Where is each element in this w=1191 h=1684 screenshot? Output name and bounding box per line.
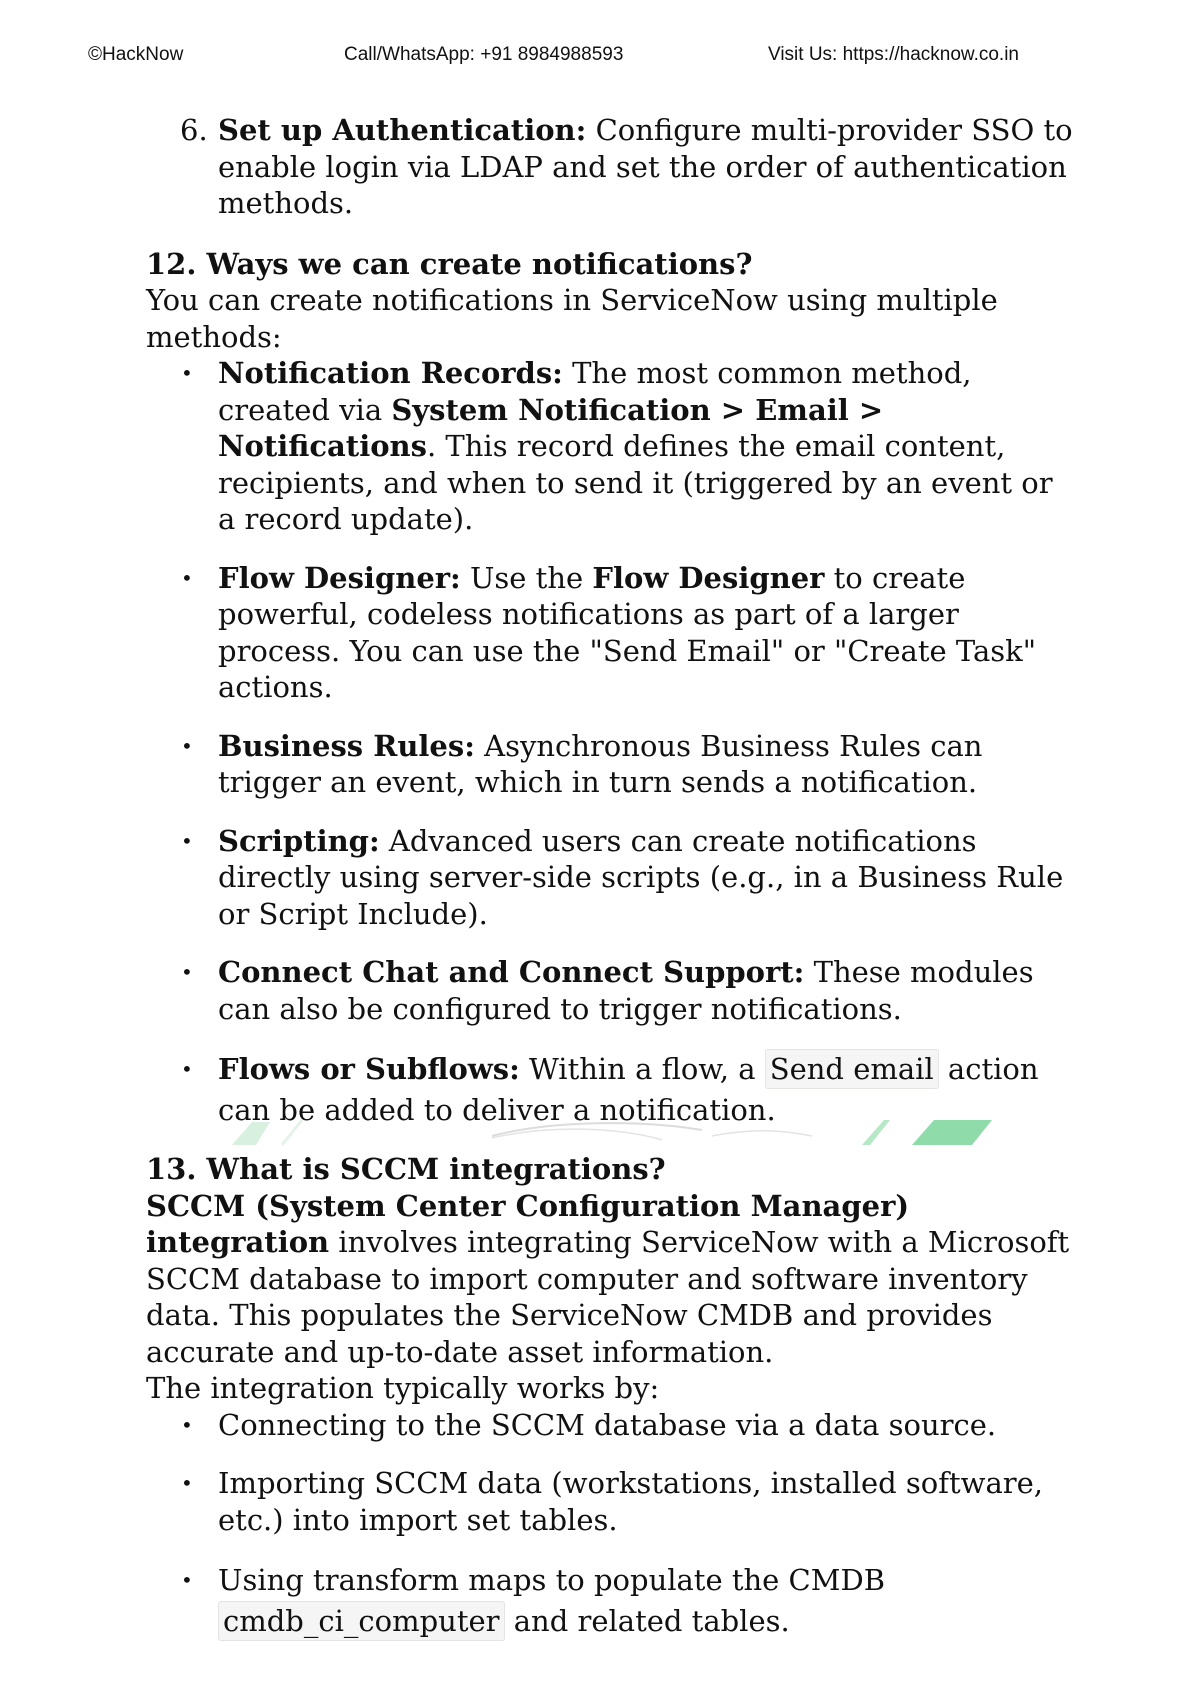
list-item-connecting: • Connecting to the SCCM database via a data source. bbox=[218, 1407, 1076, 1444]
step-6-number: 6. bbox=[180, 113, 208, 147]
list-item-notification-records: • Notification Records: The most common method, created via System Notification > Email > Notifications. This record defines the email content, recipients, and when to send it (triggered by an event or a record update). bbox=[218, 355, 1076, 538]
question-13-intro: The integration typically works by: bbox=[146, 1371, 660, 1405]
inline-code-cmdb-ci-computer: cmdb_ci_computer bbox=[218, 1601, 505, 1641]
step-6 bbox=[180, 112, 1076, 222]
list-item-flow-designer: • Flow Designer: Use the Flow Designer to create powerful, codeless notifications as part of a larger process. You can use the "Send Email" or "Create Task" actions. bbox=[218, 560, 1076, 706]
list-item-transform-maps: • Using transform maps to populate the CMDB cmdb_ci_computer and related tables. bbox=[218, 1560, 1076, 1642]
list-item-business-rules: • Business Rules: Asynchronous Business Rules can trigger an event, which in turn sends a notification. bbox=[218, 728, 1076, 801]
question-13-heading: 13. What is SCCM integrations? bbox=[146, 1152, 666, 1186]
step-6-text: Configure multi-provider SSO to enable login via LDAP and set the order of authentication methods. bbox=[218, 113, 1073, 220]
header-phone: Call/WhatsApp: +91 8984988593 bbox=[344, 44, 624, 65]
inline-code-send-email: Send email bbox=[765, 1049, 939, 1089]
header-brand: ©HackNow bbox=[88, 44, 184, 65]
sccm-steps-list bbox=[146, 1407, 1076, 1643]
list-item-scripting: • Scripting: Advanced users can create notifications directly using server-side scripts (e.g., in a Business Rule or Script Include). bbox=[218, 823, 1076, 933]
list-item-connect-chat: • Connect Chat and Connect Support: These modules can also be configured to trigger notifications. bbox=[218, 954, 1076, 1027]
notification-methods-list bbox=[146, 355, 1076, 1131]
header-website: Visit Us: https://hacknow.co.in bbox=[768, 44, 1019, 65]
document-body bbox=[146, 112, 1076, 1642]
question-12-heading: 12. Ways we can create notifications? bbox=[146, 246, 753, 281]
question-13-description: SCCM (System Center Configuration Manager) integration involves integrating ServiceNow with a Microsoft SCCM database to import computer and software inventory data. This populates the ServiceNow CMDB and provides accurate and up-to-date asset information. bbox=[146, 1188, 1070, 1369]
question-12-intro: You can create notifications in ServiceNow using multiple methods: bbox=[146, 283, 998, 354]
list-item-importing: • Importing SCCM data (workstations, installed software, etc.) into import set tables. bbox=[218, 1465, 1076, 1538]
step-6-title: Set up Authentication: bbox=[218, 113, 587, 147]
list-item-flows-subflows: • Flows or Subflows: Within a flow, a Send email action can be added to deliver a notification. bbox=[218, 1049, 1076, 1131]
page-header bbox=[0, 44, 1191, 70]
